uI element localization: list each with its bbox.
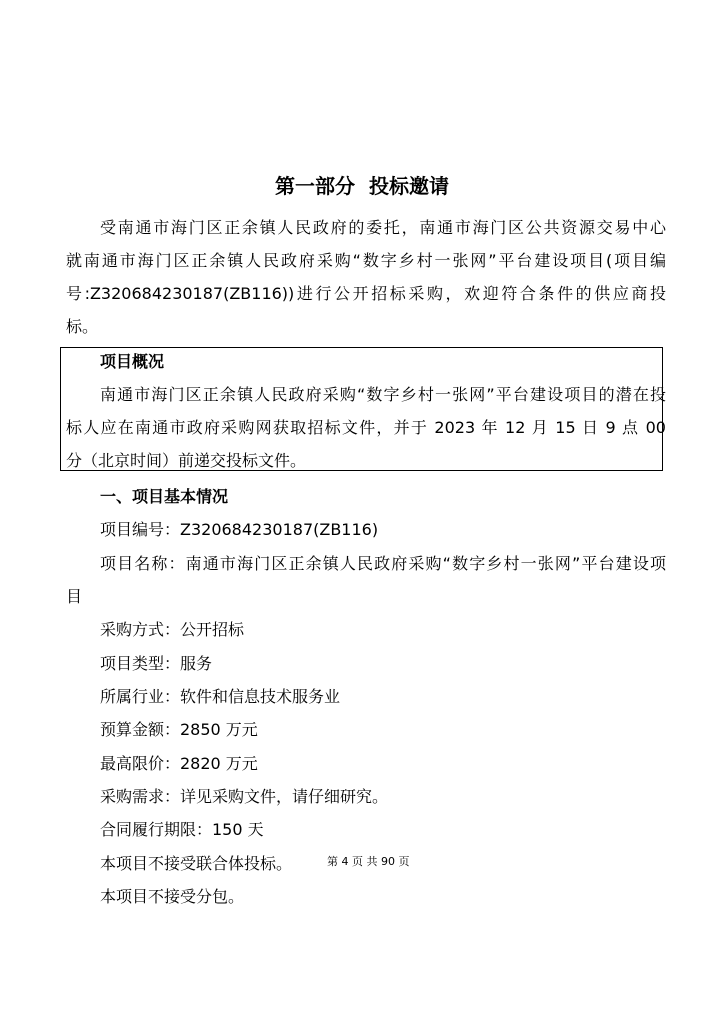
project-number: 项目编号：Z320684230187(ZB116) — [100, 520, 379, 539]
max-price: 最高限价：2820 万元 — [100, 754, 258, 773]
intro-line-1: 受南通市海门区正余镇人民政府的委托，南通市海门区公共资源交易中心 — [100, 218, 666, 237]
intro-line-3: 号:Z320684230187(ZB116))进行公开招标采购，欢迎符合条件的供应商投 — [66, 284, 666, 303]
no-consortium-notice: 本项目不接受联合体投标。 — [100, 854, 293, 873]
project-name-line-2: 目 — [66, 587, 83, 606]
page-number: 第 4 页 共 90 页 — [327, 855, 410, 868]
procurement-method: 采购方式：公开招标 — [100, 620, 245, 639]
overview-heading: 项目概况 — [100, 352, 165, 371]
overview-line-1: 南通市海门区正余镇人民政府采购“数字乡村一张网”平台建设项目的潜在投 — [100, 385, 666, 404]
overview-line-3: 分（北京时间）前递交投标文件。 — [66, 451, 307, 470]
page-title: 第一部分 投标邀请 — [275, 174, 449, 198]
overview-line-2: 标人应在南通市政府采购网获取招标文件，并于 2023 年 12 月 15 日 9 点 00 — [66, 418, 666, 437]
no-subcontract-notice: 本项目不接受分包。 — [100, 887, 245, 906]
intro-line-2: 就南通市海门区正余镇人民政府采购“数字乡村一张网”平台建设项目(项目编 — [66, 251, 666, 270]
intro-line-4: 标。 — [66, 317, 99, 336]
project-name-line-1: 项目名称：南通市海门区正余镇人民政府采购“数字乡村一张网”平台建设项 — [100, 554, 666, 573]
budget-amount: 预算金额：2850 万元 — [100, 720, 258, 739]
procurement-requirements: 采购需求：详见采购文件，请仔细研究。 — [100, 787, 389, 806]
contract-period: 合同履行期限：150 天 — [100, 820, 264, 839]
section-heading: 一、项目基本情况 — [100, 487, 229, 506]
industry: 所属行业：软件和信息技术服务业 — [100, 687, 341, 706]
project-type: 项目类型：服务 — [100, 654, 213, 673]
